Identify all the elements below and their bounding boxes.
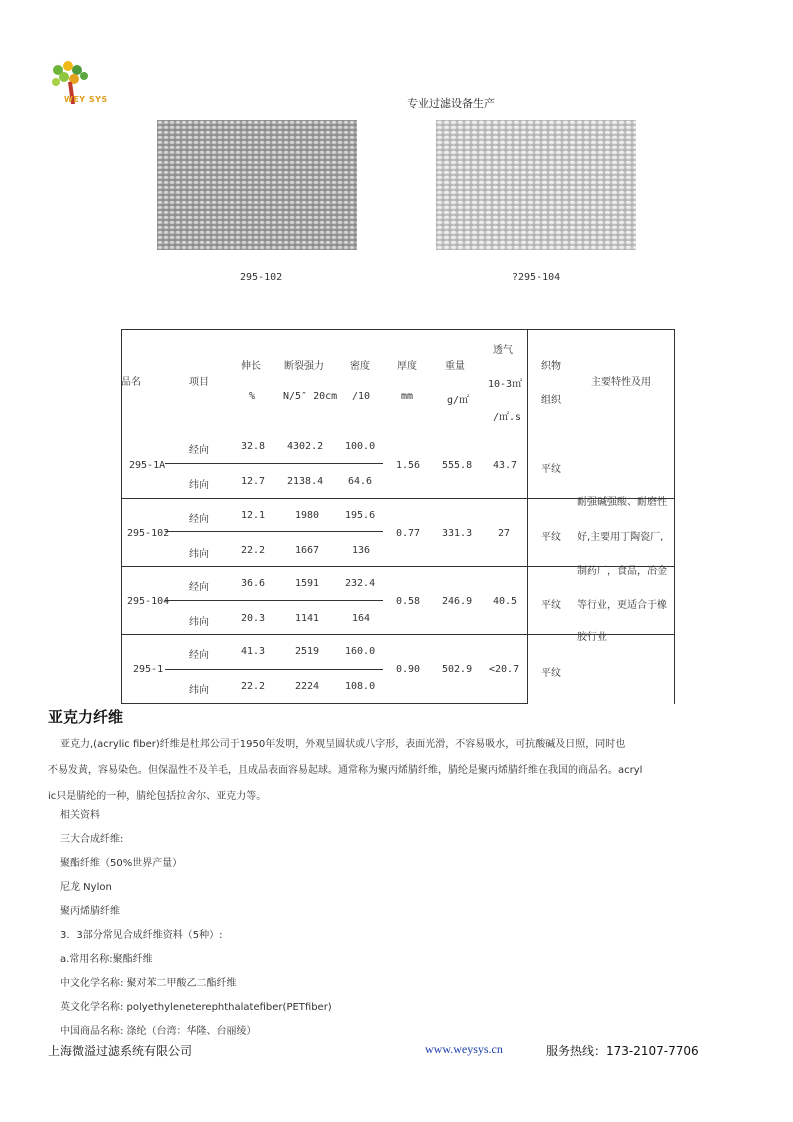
header-density-unit: /10 <box>352 391 371 402</box>
warp-weft-separator <box>165 531 383 532</box>
row-warp-density: 100.0 <box>345 441 376 452</box>
header-air-permeability-unit2: /㎡.s <box>493 412 522 423</box>
header-air-permeability-unit: 10-3㎡ <box>488 379 523 390</box>
row-separator <box>121 703 527 704</box>
header-features: 主要特性及用 <box>591 377 651 388</box>
row-weft-elong: 22.2 <box>241 545 266 556</box>
row-name: 295-104 <box>127 596 170 607</box>
row-weave: 平纹 <box>541 600 561 611</box>
warp-weft-separator <box>165 600 383 601</box>
header-weight: 重量 <box>445 361 465 372</box>
list-item: a.常用名称:聚酯纤维 <box>60 954 153 965</box>
footer-phone: 服务热线：173-2107-7706 <box>546 1044 699 1058</box>
row-weft-elong: 22.2 <box>241 681 266 692</box>
feature-line: 好,主要用丁陶瓷厂, <box>577 532 664 543</box>
row-warp-elong: 12.1 <box>241 510 266 521</box>
row-weft-density: 136 <box>352 545 371 556</box>
feature-line: 胶行业 <box>577 632 607 643</box>
row-weft-elong: 20.3 <box>241 613 266 624</box>
row-name: 295-1A <box>129 460 166 471</box>
row-warp-label: 经向 <box>189 650 209 661</box>
header-air-permeability: 透气 <box>493 345 513 356</box>
list-item: 三大合成纤维: <box>60 834 124 845</box>
list-item: 尼龙 Nylon <box>60 882 112 893</box>
spec-table <box>121 329 675 704</box>
list-item: 3．3部分常见合成纤维资料（5种）: <box>60 930 223 941</box>
logo-text: WEY SYS <box>64 95 108 104</box>
row-thickness: 0.58 <box>396 596 421 607</box>
row-weft-density: 108.0 <box>345 681 376 692</box>
row-warp-break: 2519 <box>295 646 320 657</box>
row-weft-label: 纬向 <box>189 617 209 628</box>
feature-line: 耐强碱强酸、耐磨性 <box>577 497 667 508</box>
paragraph-line: ic只是腈纶的一种，腈纶包括拉舍尔、亚克力等。 <box>48 791 267 802</box>
row-weight: 246.9 <box>442 596 473 607</box>
row-warp-elong: 32.8 <box>241 441 266 452</box>
fabric-photo-295-102 <box>157 120 357 250</box>
row-name: 295-1 <box>133 664 164 675</box>
paragraph-line: 亚克力,(acrylic fiber)纤维是杜邦公司于1950年发明，外观呈圆状或八字形，表面光滑，不容易吸水，可抗酸碱及日照，同时也 <box>60 739 626 750</box>
row-warp-density: 195.6 <box>345 510 376 521</box>
row-warp-break: 4302.2 <box>287 441 324 452</box>
row-weft-break: 2138.4 <box>287 476 324 487</box>
row-air: 27 <box>498 528 511 539</box>
row-warp-break: 1980 <box>295 510 320 521</box>
footer-website-link[interactable]: www.weysys.cn <box>425 1042 503 1056</box>
row-weave: 平纹 <box>541 464 561 475</box>
header-elongation: 伸长 <box>241 361 261 372</box>
row-weight: 502.9 <box>442 664 473 675</box>
row-warp-elong: 36.6 <box>241 578 266 589</box>
header-name: 品名 <box>121 377 141 388</box>
row-name: 295-102 <box>127 528 170 539</box>
table-divider-weave <box>527 329 528 704</box>
row-weave: 平纹 <box>541 532 561 543</box>
header-elongation-unit: % <box>249 391 256 402</box>
row-weft-label: 纬向 <box>189 549 209 560</box>
row-weft-break: 1141 <box>295 613 320 624</box>
row-weave: 平纹 <box>541 668 561 679</box>
header-breaking-strength-unit: N/5″ 20cm <box>283 391 338 402</box>
header-weight-unit: g/㎡ <box>447 395 470 406</box>
row-warp-label: 经向 <box>189 582 209 593</box>
row-weft-break: 1667 <box>295 545 320 556</box>
row-warp-density: 232.4 <box>345 578 376 589</box>
row-air: 40.5 <box>493 596 518 607</box>
fiber-info-list <box>60 804 332 1044</box>
row-warp-label: 经向 <box>189 514 209 525</box>
caption-295-104: ?295-104 <box>512 272 561 283</box>
row-weft-elong: 12.7 <box>241 476 266 487</box>
row-warp-elong: 41.3 <box>241 646 266 657</box>
header-density: 密度 <box>350 361 370 372</box>
warp-weft-separator <box>165 463 383 464</box>
row-weight: 555.8 <box>442 460 473 471</box>
header-weave: 织物 <box>541 361 561 372</box>
list-item: 聚酯纤维（50%世界产量） <box>60 858 183 869</box>
section-paragraph <box>48 732 754 810</box>
feature-line: 等行业，更适合于橡 <box>577 600 667 611</box>
header-thickness: 厚度 <box>397 361 417 372</box>
row-warp-break: 1591 <box>295 578 320 589</box>
slogan: 专业过滤设备生产 <box>407 97 495 110</box>
row-air: 43.7 <box>493 460 518 471</box>
warp-weft-separator <box>165 669 383 670</box>
table-border-right <box>674 329 675 704</box>
header-weave-structure: 组织 <box>541 395 561 406</box>
list-item: 相关资料 <box>60 810 100 821</box>
list-item: 聚丙烯腈纤维 <box>60 906 120 917</box>
list-item: 英文化学名称: polyethyleneterephthalatefiber(PETfiber) <box>60 1002 332 1013</box>
row-weight: 331.3 <box>442 528 473 539</box>
row-thickness: 0.77 <box>396 528 421 539</box>
footer-company: 上海微溢过滤系统有限公司 <box>48 1044 193 1058</box>
header-thickness-unit: mm <box>401 391 414 402</box>
list-item: 中国商品名称: 涤纶（台湾：华隆、台丽绫） <box>60 1026 257 1037</box>
table-border-top <box>121 329 675 330</box>
row-weft-break: 2224 <box>295 681 320 692</box>
row-weft-label: 纬向 <box>189 685 209 696</box>
row-warp-density: 160.0 <box>345 646 376 657</box>
row-weft-label: 纬向 <box>189 480 209 491</box>
caption-295-102: 295-102 <box>240 272 283 283</box>
fabric-photo-295-104 <box>436 120 636 250</box>
paragraph-line: 不易发黄，容易染色。但保温性不及羊毛，且成品表面容易起球。通常称为聚丙烯腈纤维，腈纶是聚丙烯腈纤维在我国的商品名。acryl <box>48 765 643 776</box>
row-air: <20.7 <box>489 664 520 675</box>
list-item: 中文化学名称: 聚对苯二甲酸乙二酯纤维 <box>60 978 237 989</box>
section-title: 亚克力纤维 <box>48 708 124 726</box>
feature-line: 制药厂，食品，冶金 <box>577 566 667 577</box>
header-item: 项目 <box>189 377 209 388</box>
row-weft-density: 64.6 <box>348 476 373 487</box>
row-thickness: 0.90 <box>396 664 421 675</box>
header-breaking-strength: 断裂强力 <box>284 361 324 372</box>
row-warp-label: 经向 <box>189 445 209 456</box>
row-thickness: 1.56 <box>396 460 421 471</box>
row-weft-density: 164 <box>352 613 371 624</box>
